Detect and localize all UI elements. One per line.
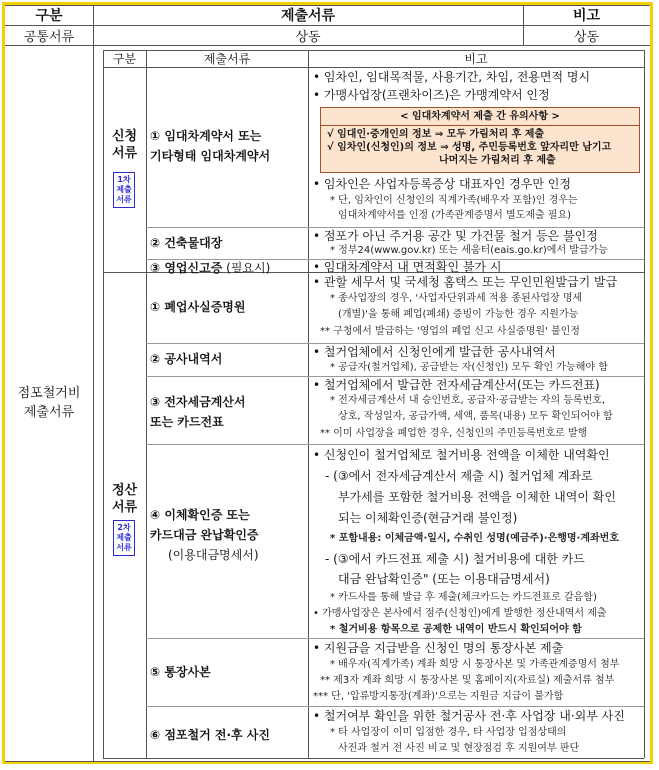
- note-line: (개별)'을 통해 폐업(폐쇄) 증빙이 가능한 경우 지원가능: [338, 309, 579, 320]
- doc-tax-invoice: ③ 전자세금계산서 또는 카드전표: [150, 395, 246, 429]
- note-line: • 가맹사업장(프랜차이즈)은 가맹계약서 인정: [313, 88, 550, 102]
- notice-line: √ 임차인(신청인)의 정보 ⇒ 성명, 주민등록번호 앞자리만 남기고: [327, 142, 612, 153]
- doc-transfer-confirmation-suffix: (이용대금명세서): [168, 548, 259, 562]
- note-line: • 지원금을 지급받을 신청인 명의 통장사본 제출: [313, 641, 564, 655]
- inner-header-documents: 제출서류: [203, 52, 251, 66]
- doc-transfer-confirmation: [150, 505, 306, 565]
- note-line: 임대차계약서를 인정 (가족관계증명서 별도제출 필요): [338, 210, 572, 221]
- note-line: • 임대차계약서 내 면적확인 불가 시: [313, 260, 502, 274]
- note-line: * 포함내용: 이체금액·일시, 수취인 성명(예금주)·은행명·계좌번호: [330, 533, 619, 544]
- notice-divider: [321, 125, 639, 126]
- notice-line: 나머지는 가림처리 후 제출: [439, 155, 556, 166]
- note-line: 대금 완납확인증" (또는 이용대금명세서): [338, 572, 550, 586]
- doc-before-after-photos: ⑥ 점포철거 전·후 사진: [150, 728, 270, 742]
- note-line: * 철거비용 항목으로 공제한 내역이 반드시 확인되어야 함: [330, 624, 582, 635]
- note-line: 되는 이체확인증(현금거래 불인정): [338, 511, 518, 525]
- doc-bankbook-copy: ⑤ 통장사본: [150, 665, 211, 679]
- doc-business-permit-name: ③ 영업신고증: [150, 261, 223, 275]
- inner-header-remarks: 비고: [464, 52, 488, 66]
- doc-business-permit-suffix: (필요시): [226, 261, 271, 275]
- grid-line: [5, 761, 650, 762]
- grid-line: [644, 50, 645, 758]
- grid-line: [146, 706, 644, 707]
- outer-header-documents: 제출서류: [280, 8, 336, 24]
- note-line: * 배우자(직계가족) 계좌 희망 시 통장사본 및 가족관계증명서 첨부: [330, 659, 620, 670]
- note-line: • 임차인은 사업자등록증상 대표자인 경우만 인정: [313, 177, 571, 191]
- note-line: * 종사업장의 경우, '사업자단위과세 적용 종된사업장 명세: [330, 293, 583, 304]
- grid-line: [146, 444, 644, 445]
- grid-line: [5, 45, 650, 46]
- note-line: 사진과 철거 전 사진 비교 및 현장점검 후 지원여부 판단: [338, 743, 580, 754]
- notice-title: < 임대차계약서 제출 간 유의사항 >: [400, 111, 560, 122]
- note-line: *** 단, '압류방지통장(계좌)'으로는 지원금 지급이 불가함: [313, 691, 564, 702]
- first-submission-badge: 1차 제출 서류: [113, 172, 135, 208]
- note-line: • 신청인이 철거업체로 철거비용 전액을 이체한 내역확인: [313, 448, 610, 462]
- note-line: • 철거업체에서 발급한 전자세금계산서(또는 카드전표): [313, 378, 600, 392]
- note-line: • 관할 세무서 및 국세청 홈택스 또는 무인민원발급기 발급: [313, 275, 618, 289]
- note-line: ** 제3자 계좌 희망 시 통장사본 및 홈페이지(자료실) 제출서류 첨부: [320, 675, 615, 686]
- grid-line: [103, 67, 644, 68]
- common-docs-value: 상동: [295, 29, 321, 45]
- note-line: • 점포가 아닌 주거용 공간 및 가건물 철거 등은 불인정: [313, 229, 598, 243]
- grid-line: [146, 638, 644, 639]
- note-line: - (③에서 카드전표 제출 시) 철거비용에 대한 카드: [325, 552, 585, 566]
- note-line: * 단, 임차인이 신청인의 직계가족(배우자 포함)인 경우는: [330, 195, 578, 206]
- grid-line: [103, 758, 644, 759]
- note-line: • 철거업체에서 신청인에게 발급한 공사내역서: [313, 345, 556, 359]
- inner-header-category: 구분: [112, 52, 137, 66]
- common-docs-label: 공통서류: [23, 29, 75, 45]
- doc-transfer-confirmation-name: ④ 이체확인증 또는 카드대금 완납확인증: [150, 508, 259, 542]
- note-line: 부가세를 포함한 철거비용 전액을 이체한 내역이 확인: [338, 490, 616, 504]
- doc-construction-details: ② 공사내역서: [150, 352, 223, 366]
- note-line: • 철거여부 확인을 위한 철거공사 전·후 사업장 내·외부 사진: [313, 709, 625, 723]
- note-line: * 타 사업장이 이미 입점한 경우, 타 사업장 입점상태의: [330, 727, 567, 738]
- grid-line: [93, 5, 94, 761]
- note-line: ** 구청에서 발급하는 '영업의 폐업 신고 사실증명원' 불인정: [320, 326, 580, 337]
- main-category-label: 점포철거비 제출서류: [17, 386, 81, 420]
- note-line: • 가맹사업장은 본사에서 점주(신청인)에게 발행한 정산내역서 제출: [313, 608, 607, 619]
- note-line: * 공급자(철거업체), 공급받는 자(신청인) 모두 확인 가능해야 함: [330, 362, 608, 373]
- note-line: * 정부24(www.gov.kr) 또는 세움터(eais.go.kr)에서 발급가능: [330, 245, 608, 256]
- note-line: 상호, 작성일자, 공급가액, 세액, 품목(내용) 모두 확인되어야 함: [338, 411, 613, 422]
- apply-section-label: 신청 서류: [111, 129, 138, 161]
- note-line: • 임차인, 임대목적물, 사용기간, 차임, 전용면적 명시: [313, 70, 591, 84]
- second-submission-badge: 2차 제출 서류: [113, 520, 135, 556]
- grid-line: [308, 50, 309, 758]
- note-line: - (③에서 전자세금계산서 제출 시) 철거업체 계좌로: [325, 469, 593, 483]
- lease-notice-box: [320, 107, 640, 173]
- settle-section-label: 정산 서류: [111, 483, 138, 515]
- doc-lease-contract: ① 임대차계약서 또는 기타형태 임대차계약서: [150, 129, 271, 163]
- note-line: * 전자세금계산서 내 승인번호, 공급자·공급받는 자의 등록번호,: [330, 395, 606, 406]
- doc-closure-certificate: ① 폐업사실증명원: [150, 300, 246, 314]
- outer-header-remarks: 비고: [572, 8, 601, 24]
- note-line: * 카드사를 통해 발급 후 제출(체크카드는 카드전표로 갈음함): [330, 592, 597, 603]
- outer-header-category: 구분: [35, 8, 63, 24]
- doc-business-permit: [150, 260, 306, 277]
- common-docs-note: 상동: [573, 29, 600, 45]
- notice-line: √ 임대인·중개인의 정보 ⇒ 모두 가림처리 후 제출: [327, 129, 545, 140]
- doc-building-register: ② 건축물대장: [150, 236, 223, 250]
- note-line: ** 이미 사업장을 폐업한 경우, 신청인의 주민등록번호로 발행: [320, 428, 588, 439]
- grid-line: [146, 50, 147, 758]
